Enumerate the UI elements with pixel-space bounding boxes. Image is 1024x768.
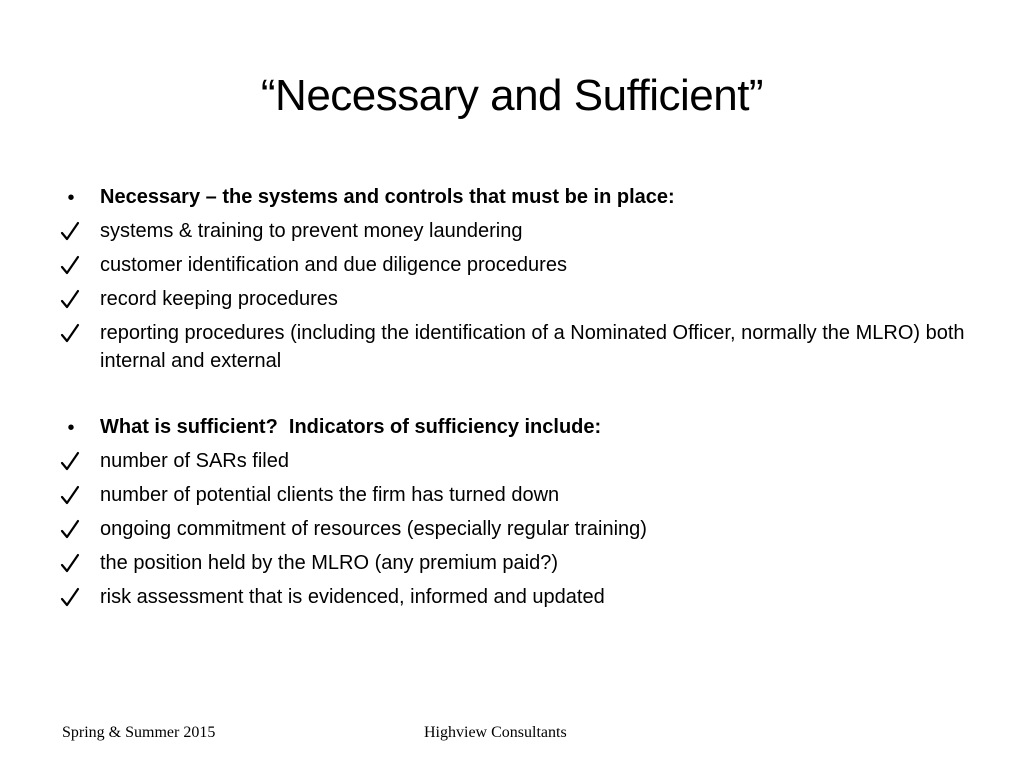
- list-item-text: systems & training to prevent money laundering: [100, 220, 523, 242]
- list-item-text: customer identification and due diligence procedures: [100, 254, 567, 276]
- list-item: [0, 319, 1024, 379]
- list-item: [0, 481, 1024, 515]
- list-item: [0, 285, 1024, 319]
- list-item: [0, 515, 1024, 549]
- checkmark-icon: [60, 285, 86, 313]
- list-item-text: ongoing commitment of resources (especially regular training): [100, 518, 647, 540]
- checkmark-icon: [60, 217, 86, 245]
- checkmark-icon: [60, 319, 86, 347]
- list-item-text: risk assessment that is evidenced, informed and updated: [100, 586, 605, 608]
- list-item: [0, 549, 1024, 583]
- section-heading-text: Necessary – the systems and controls that must be in place:: [100, 186, 675, 208]
- footer-date: Spring & Summer 2015: [62, 724, 216, 741]
- checkmark-icon: [60, 549, 86, 577]
- checkmark-icon: [60, 251, 86, 279]
- bullet-icon: •: [67, 187, 75, 209]
- checkmark-icon: [60, 515, 86, 543]
- footer-company: Highview Consultants: [424, 724, 567, 741]
- bullet-icon: •: [67, 417, 75, 439]
- list-item: [0, 251, 1024, 285]
- section-heading-sufficient: [0, 413, 1024, 447]
- list-item-text: record keeping procedures: [100, 288, 338, 310]
- checkmark-icon: [60, 583, 86, 611]
- checkmark-icon: [60, 481, 86, 509]
- section-heading-text: What is sufficient? Indicators of sufficiency include:: [100, 416, 602, 438]
- list-item-text: number of potential clients the firm has turned down: [100, 484, 560, 506]
- list-item: [0, 217, 1024, 251]
- slide-title: “Necessary and Sufficient”: [260, 71, 764, 120]
- list-item: [0, 583, 1024, 617]
- list-item-text: the position held by the MLRO (any premium paid?): [100, 552, 559, 574]
- section-heading-necessary: [0, 183, 1024, 217]
- list-item-text: number of SARs filed: [100, 450, 289, 472]
- list-item: [0, 447, 1024, 481]
- list-item-text: reporting procedures (including the identification of a Nominated Officer, normally the MLRO) both internal and external: [100, 322, 965, 372]
- checkmark-icon: [60, 447, 86, 475]
